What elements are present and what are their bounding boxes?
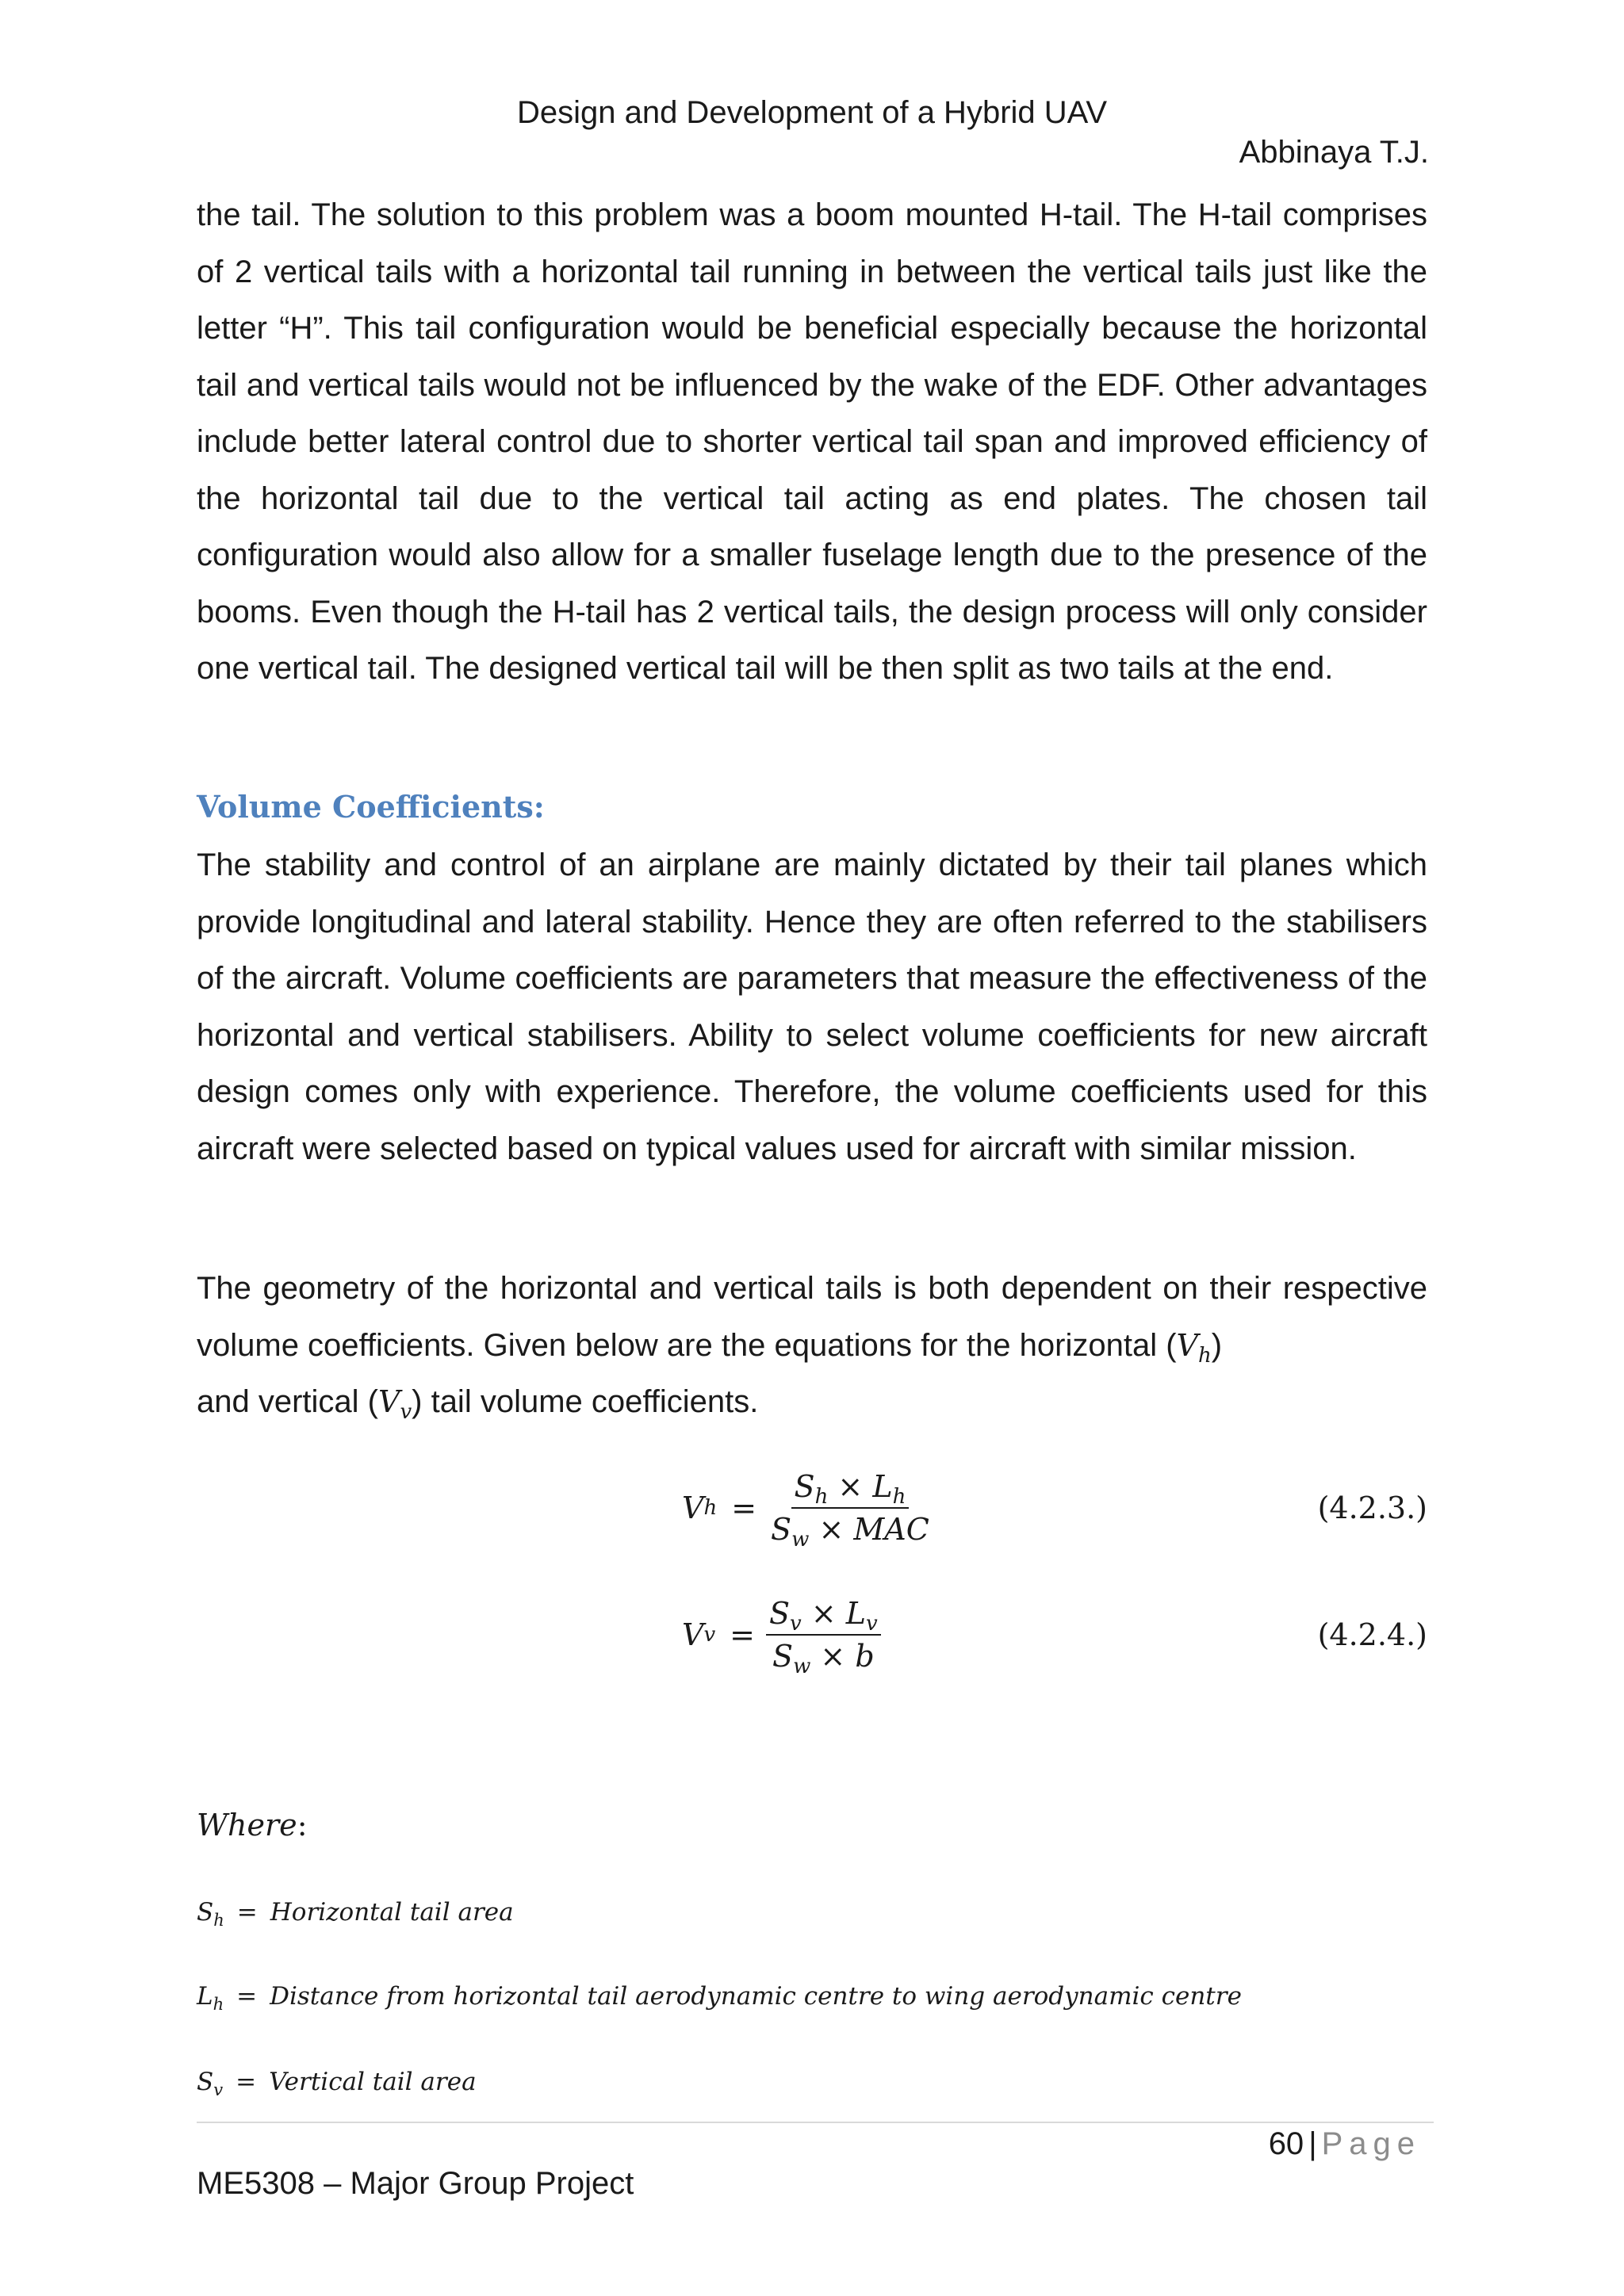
equation-lhs: V h (682, 1490, 718, 1525)
equation-number: (4.2.3.) (1317, 1490, 1427, 1525)
paragraph-text: ) tail volume coefficients. (412, 1384, 759, 1419)
equation-vertical-volume-coefficient (682, 1587, 881, 1682)
math-letter: L (845, 1596, 866, 1631)
math-letter: V (377, 1384, 400, 1419)
page-separator: | (1308, 2126, 1317, 2161)
page-number (1269, 2125, 1421, 2163)
math-letter: S (772, 1639, 794, 1674)
math-letter: S (771, 1512, 792, 1547)
paragraph-text: ) (1211, 1327, 1223, 1363)
paragraph-text: The geometry of the horizontal and vertical tails is both dependent on their respective volume coefficients. Given below are the equations for the horizontal ( (197, 1271, 1427, 1363)
math-letter: S (769, 1596, 791, 1631)
math-subscript: h (213, 1995, 224, 2014)
fraction (768, 1466, 933, 1550)
paragraph-text: and vertical ( (197, 1384, 378, 1419)
definition-text: Distance from horizontal tail aerodynamic centre to wing aerodynamic centre (270, 1982, 1242, 2011)
where-colon: : (297, 1808, 308, 1843)
math-letter: S (197, 2068, 214, 2096)
fraction-denominator (769, 1636, 878, 1677)
equation-lhs: V v (682, 1617, 716, 1652)
equals-sign: = (236, 1982, 258, 2011)
math-subscript: v (400, 1400, 412, 1424)
math-letter: MAC (853, 1512, 929, 1547)
math-letter: V (1176, 1327, 1198, 1363)
body-paragraph: The stability and control of an airplane are mainly dictated by their tail planes which provide longitudinal and lateral stability. Hence they are often referred to the stabilisers of the aircraft. Volume coefficients are parameters that measure the effectiveness of the horizontal and vertical stabilisers. Ability to select volume coefficients for new aircraft design comes only with experience. Therefore, the volume coefficients used for this aircraft were selected based on typical values used for aircraft with similar mission. (197, 848, 1427, 1166)
equation-horizontal-volume-coefficient (682, 1460, 933, 1556)
math-subscript: h (1197, 1343, 1212, 1368)
math-letter: V (682, 1490, 704, 1525)
math-letter: V (682, 1617, 704, 1652)
page-header-author: Abbinaya T.J. (1239, 135, 1429, 170)
fraction-numerator (766, 1593, 881, 1636)
math-subscript: v (213, 2080, 224, 2099)
math-subscript: w (793, 1655, 811, 1678)
math-subscript: v (865, 1612, 878, 1636)
equals-sign: = (236, 1898, 258, 1927)
fraction (766, 1593, 881, 1677)
where-word: Where (197, 1808, 297, 1843)
where-label (197, 1806, 308, 1844)
body-paragraph (197, 1261, 1427, 1431)
math-symbol-vh (1176, 1327, 1212, 1368)
page-number-value: 60 (1268, 2126, 1304, 2161)
math-subscript: h (814, 1485, 829, 1509)
equation-number: (4.2.4.) (1317, 1617, 1427, 1652)
fraction-denominator (768, 1509, 933, 1550)
math-letter: L (197, 1982, 213, 2011)
equals-sign: = (731, 1490, 757, 1525)
page-header-title: Design and Development of a Hybrid UAV (516, 95, 1108, 130)
body-paragraph: the tail. The solution to this problem was a boom mounted H-tail. The H-tail comprises of 2 vertical tails with a horizontal tail running in between the vertical tails just like the letter “H”. This tail configuration would be beneficial especially because the horizontal tail and vertical tails would not be influenced by the wake of the EDF. Other advantages include better lateral control due to shorter vertical tail span and improved efficiency of the horizontal tail due to the vertical tail acting as end plates. The chosen tail configuration would also allow for a smaller fuselage length due to the presence of the booms. Even though the H-tail has 2 vertical tails, the design process will only consider one vertical tail. The designed vertical tail will be then split as two tails at the end. (197, 197, 1427, 686)
definition-lh (197, 1979, 1242, 2014)
equals-sign: = (236, 2068, 257, 2096)
math-letter: b (855, 1639, 875, 1674)
equals-sign: = (730, 1617, 755, 1652)
definition-text: Vertical tail area (269, 2068, 477, 2096)
math-operator: × (828, 1469, 873, 1504)
math-subscript: w (791, 1528, 810, 1552)
math-letter: L (872, 1469, 893, 1504)
math-operator: × (809, 1512, 854, 1547)
fraction-numerator (791, 1466, 910, 1509)
definition-text: Horizontal tail area (270, 1898, 514, 1927)
math-letter: S (197, 1898, 214, 1927)
math-symbol-vv (377, 1384, 412, 1424)
paragraph-last-line (197, 1374, 1427, 1431)
definition-sh (197, 1895, 514, 1930)
definition-sv (197, 2064, 477, 2099)
math-operator: × (810, 1639, 856, 1674)
math-subscript: h (213, 1911, 224, 1930)
math-subscript: h (892, 1485, 906, 1509)
page-word: Page (1321, 2126, 1421, 2161)
footer-project-name: ME5308 – Major Group Project (197, 2166, 634, 2201)
section-heading: Volume Coefficients: (197, 789, 545, 825)
math-subscript: v (790, 1612, 802, 1636)
math-operator: × (801, 1596, 846, 1631)
math-letter: S (794, 1469, 815, 1504)
footer-divider (197, 2122, 1434, 2123)
